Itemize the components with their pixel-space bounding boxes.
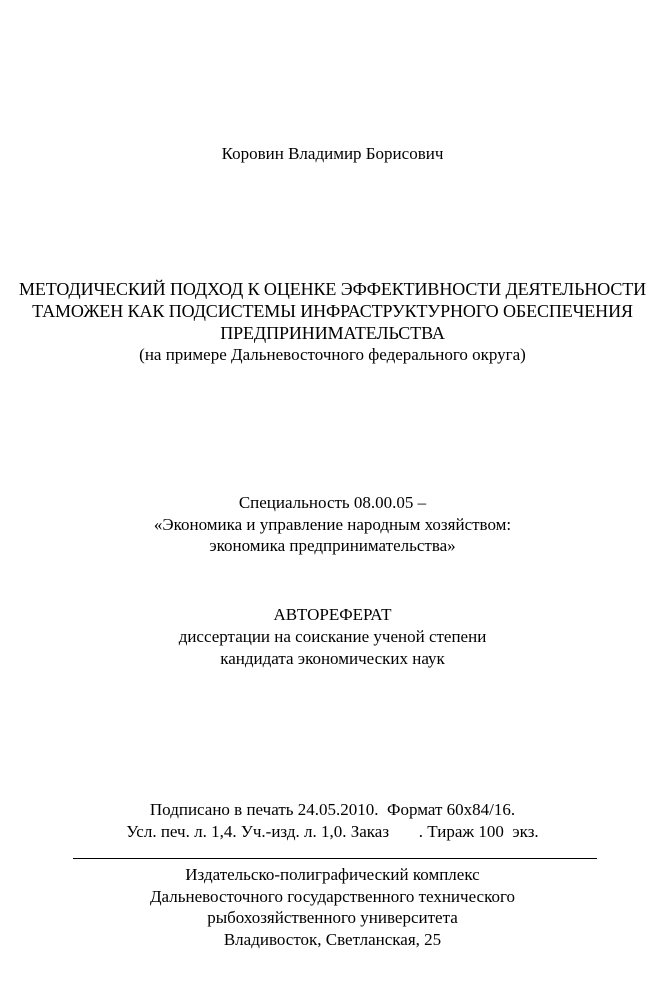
title-subtitle: (на примере Дальневосточного федерального округа) [139, 345, 526, 364]
abstract-heading: АВТОРЕФЕРАТ [273, 605, 392, 624]
title-line-2: ТАМОЖЕН КАК ПОДСИСТЕМЫ ИНФРАСТРУКТУРНОГО ОБЕСПЕЧЕНИЯ [32, 301, 633, 321]
title-line-3: ПРЕДПРИНИМАТЕЛЬСТВА [220, 323, 445, 343]
title-line-1: МЕТОДИЧЕСКИЙ ПОДХОД К ОЦЕНКЕ ЭФФЕКТИВНОСТИ ДЕЯТЕЛЬНОСТИ [18, 279, 647, 299]
divider [73, 858, 597, 859]
imprint-line-1: Подписано в печать 24.05.2010. Формат 60х84/16. [149, 800, 516, 819]
publisher-line-2: Дальневосточного государственного технического [149, 887, 516, 906]
author-name: Коровин Владимир Борисович [221, 144, 444, 163]
publisher-line-1: Издательско-полиграфический комплекс [185, 865, 480, 884]
specialty-line-1: Специальность 08.00.05 – [238, 493, 427, 512]
specialty-line-3: экономика предпринимательства» [209, 536, 456, 555]
publisher-line-3: рыбохозяйственного университета [207, 908, 458, 927]
specialty-line-2: «Экономика и управление народным хозяйством: [153, 515, 512, 534]
imprint-line-2: Усл. печ. л. 1,4. Уч.-изд. л. 1,0. Заказ . Тираж 100 экз. [126, 822, 539, 841]
publisher-address: Владивосток, Светланская, 25 [223, 930, 442, 949]
abstract-line-2: кандидата экономических наук [220, 649, 445, 668]
abstract-line-1: диссертации на соискание ученой степени [178, 627, 487, 646]
